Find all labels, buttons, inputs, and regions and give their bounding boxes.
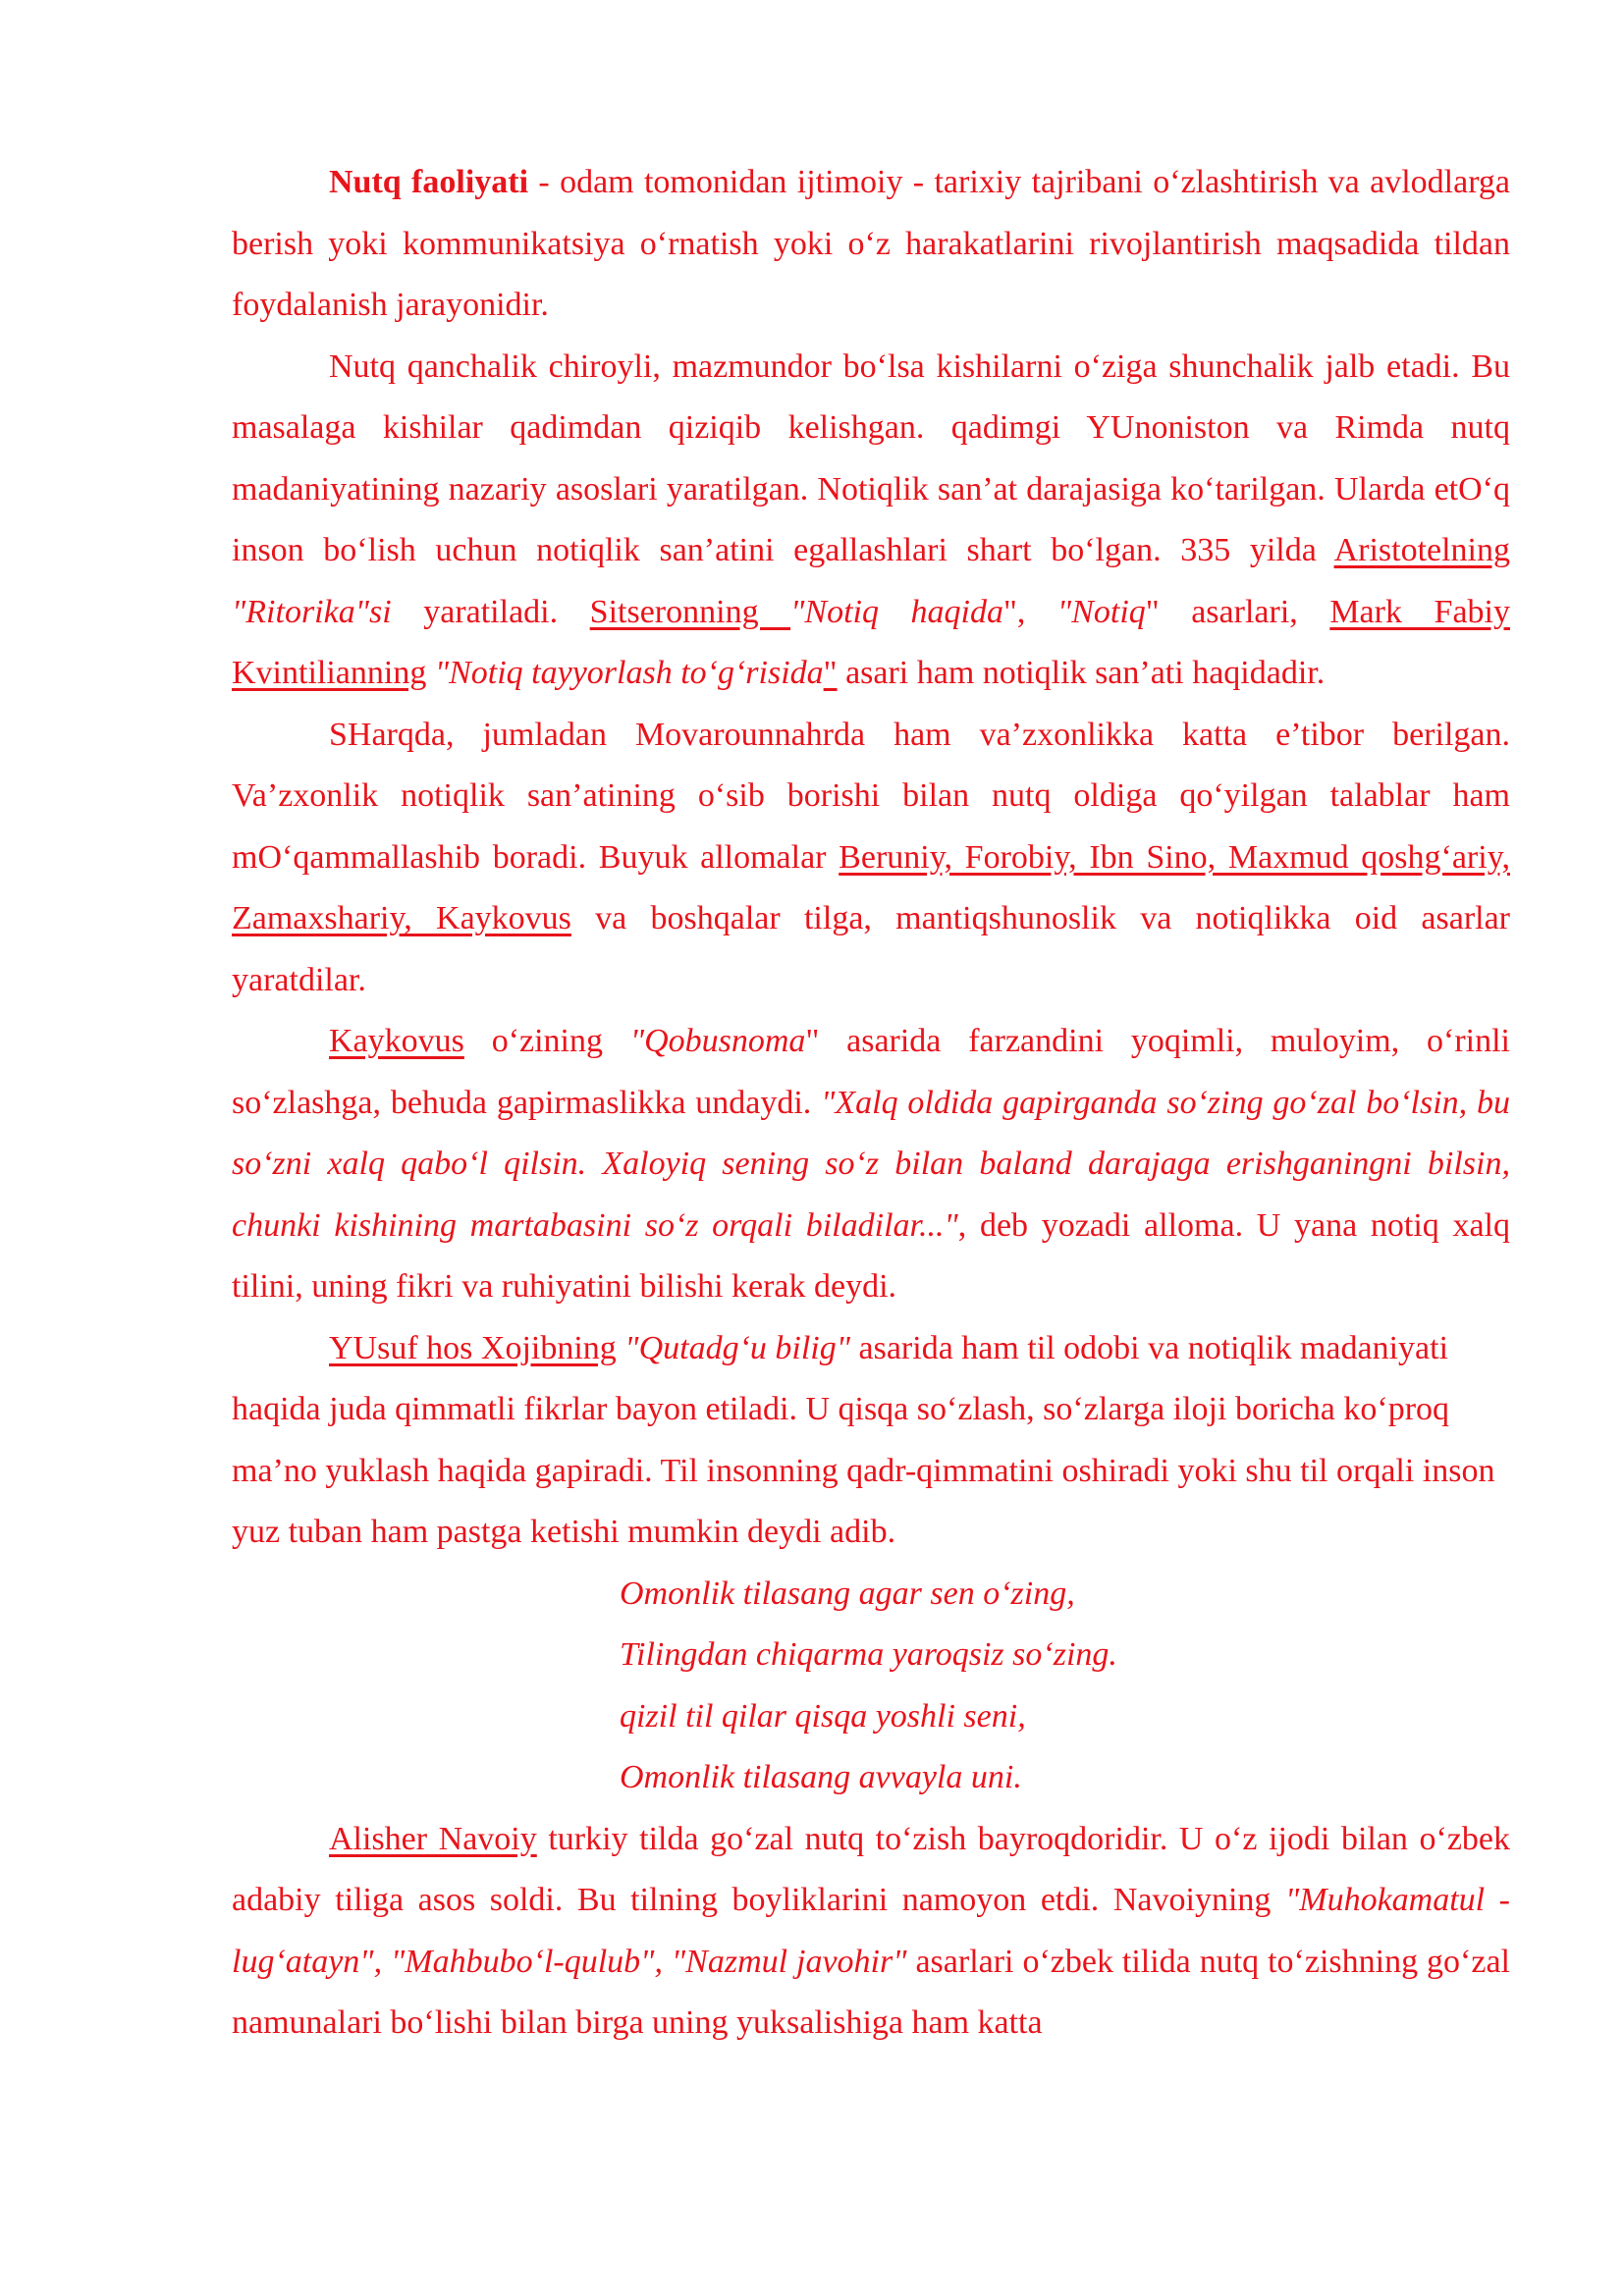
paragraph-text: yaratiladi. — [391, 593, 590, 630]
ref-allomalar: Beruniy, Forobiy, Ibn Sino, Maxmud qoshg‘ariy, Zamaxshariy, Kaykovus — [232, 838, 1510, 936]
paragraph-yusuf — [232, 1318, 1510, 1564]
ref-kvintilian: Mark Fabiy Kvintilianning — [232, 593, 1510, 691]
paragraph-kaykovus — [232, 1011, 1510, 1318]
ref-aristotel: Aristotelning — [1333, 532, 1510, 568]
paragraph-text: turkiy tilda go‘zal nutq to‘zish bayroqdoridir. U o‘z ijodi bilan o‘zbek adabiy tiliga asos soldi. Bu tilning boyliklarini namoyon etdi. Navoiyning — [232, 1820, 1510, 1918]
paragraph-text: va boshqalar tilga, mantiqshunoslik va notiqlikka oid asarlar yaratdilar. — [232, 900, 1511, 998]
term-nutq-faoliyati: Nutq faoliyati — [329, 164, 529, 200]
paragraph-text: - odam tomonidan ijtimoiy - tarixiy tajribani o‘zlashtirish va avlodlarga berish yoki kommunikatsiya o‘rnatish yoki o‘z harakatlarini rivojlantirish maqsadida tildan foydalanish jarayonidir. — [232, 164, 1510, 323]
poem-line: Omonlik tilasang agar sen o‘zing, — [620, 1575, 1075, 1612]
quote-kaykovus: "Xalq oldida gapirganda so‘zing go‘zal bo‘lsin, bu so‘zni xalq qabo‘l qilsin. Xaloyiq sening so‘z bilan baland darajaga erishganingni bilsin, chunki kishining martabasini so‘z orqali biladilar..." — [232, 1084, 1510, 1244]
quote-mark: " — [823, 655, 838, 691]
paragraph-text: o‘zining — [463, 1023, 630, 1059]
paragraph-text: , deb yozadi alloma. U yana notiq xalq tilini, uning fikri va ruhiyatini bilishi kerak deydi. — [232, 1206, 1510, 1305]
paragraph-text: Nutq qanchalik chiroyli, mazmundor bo‘lsa kishilarni o‘ziga shunchalik jalb etadi. Bu masalaga kishilar qadimdan qiziqib kelishgan. qadimgi YUnoniston va Rimda nutq madaniyatining nazariy asoslari yaratilgan. Notiqlik san’at darajasiga ko‘tarilgan. Ularda etO‘q inson bo‘lish uchun notiqlik san’atini egallashlari shart bo‘lgan. 335 yilda — [232, 347, 1510, 568]
paragraph-text: SHarqda, jumladan Movarounnahrda ham va’zxonlikka katta e’tibor berilgan. Va’zxonlik notiqlik san’atining o‘sib borishi bilan nutq oldiga qo‘yilgan talablar ham mO‘qammallashib boradi. Buyuk allomalar — [232, 716, 1510, 876]
ref-sitseron: Sitseronning — [589, 593, 791, 630]
titles-navoiy: "Muhokamatul - lug‘atayn", "Mahbubo‘l-qulub", "Nazmul javohir" — [232, 1882, 1510, 1980]
paragraph-nutq-faoliyati — [232, 152, 1510, 337]
paragraph-text: ", — [1002, 593, 1057, 630]
ref-alisher-navoiy: Alisher Navoiy — [329, 1820, 537, 1857]
poem-line: Omonlik tilasang avvayla uni. — [620, 1759, 1022, 1795]
ref-kaykovus: Kaykovus — [329, 1023, 464, 1059]
title-qutadgu-bilig: "Qutadg‘u bilig" — [624, 1329, 851, 1366]
paragraph-nutq-chiroyli — [232, 337, 1510, 705]
poem-line: Tilingdan chiqarma yaroqsiz so‘zing. — [620, 1636, 1117, 1673]
title-notiq-haqida: "Notiq haqida — [790, 593, 1003, 630]
paragraph-navoiy — [232, 1809, 1510, 2055]
ref-yusuf-hos-xojib: YUsuf hos Xojibning — [329, 1329, 617, 1366]
paragraph-text: asarida ham til odobi va notiqlik madaniyati haqida juda qimmatli fikrlar bayon etiladi. U qisqa so‘zlash, so‘zlarga iloji boricha ko‘proq ma’no yuklash haqida gapiradi. Til insonning qadr-qimmatini oshiradi yoki shu til orqali inson yuz tuban ham pastga ketishi mumkin deydi adib. — [232, 1329, 1495, 1550]
paragraph-text: " asarida farzandini yoqimli, muloyim, o‘rinli so‘zlashga, behuda gapirmaslikka undaydi. — [232, 1023, 1510, 1121]
poem-line: qizil til qilar qisqa yoshli seni, — [620, 1697, 1026, 1735]
paragraph-text: asarlari o‘zbek tilida nutq to‘zishning go‘zal namunalari bo‘lishi bilan birga uning yuksalishiga ham katta — [232, 1943, 1510, 2041]
title-notiq-tayyorlash: "Notiq tayyorlash to‘g‘risida — [434, 655, 824, 691]
title-qobusnoma: "Qobusnoma — [629, 1023, 806, 1059]
title-notiq: "Notiq — [1056, 593, 1146, 630]
paragraph-text: " asarlari, — [1145, 593, 1330, 630]
paragraph-text: asari ham notiqlik san’ati haqidadir. — [837, 655, 1326, 691]
poem — [620, 1564, 1510, 1809]
title-ritorika: "Ritorika"si — [232, 593, 392, 630]
paragraph-sharqda — [232, 705, 1510, 1012]
paragraph-text — [426, 655, 435, 691]
